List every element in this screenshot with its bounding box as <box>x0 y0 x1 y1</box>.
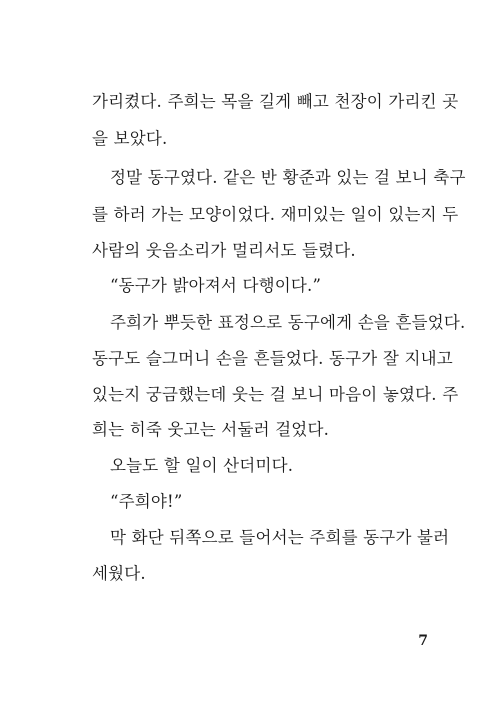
text-line: 을 보았다. <box>92 129 168 148</box>
text-line: 막 화단 뒤쪽으로 들어서는 주희를 동구가 불러 <box>110 528 450 547</box>
text-line: “동구가 밝아져서 다행이다.” <box>110 276 322 295</box>
text-line: 희는 히죽 웃고는 서둘러 걸었다. <box>92 420 330 439</box>
text-line: 주희가 뿌듯한 표정으로 동구에게 손을 흔들었다. <box>110 313 466 332</box>
text-line: 있는지 궁금했는데 웃는 걸 보니 마음이 놓였다. 주 <box>92 385 459 404</box>
text-line: 사람의 웃음소리가 멀리서도 들렸다. <box>92 241 356 260</box>
text-line: 가리켰다. 주희는 목을 길게 빼고 천장이 가리킨 곳 <box>92 92 459 111</box>
text-line: 오늘도 할 일이 산더미다. <box>110 456 294 475</box>
text-line: 세웠다. <box>92 564 146 583</box>
text-line: 를 하러 가는 모양이었다. 재미있는 일이 있는지 두 <box>92 205 459 224</box>
page-number: 7 <box>418 633 428 649</box>
text-line: 정말 동구였다. 같은 반 황준과 있는 걸 보니 축구 <box>110 168 466 187</box>
text-line: 동구도 슬그머니 손을 흔들었다. 동구가 잘 지내고 <box>92 349 453 368</box>
text-line: “주희야!” <box>110 492 183 511</box>
